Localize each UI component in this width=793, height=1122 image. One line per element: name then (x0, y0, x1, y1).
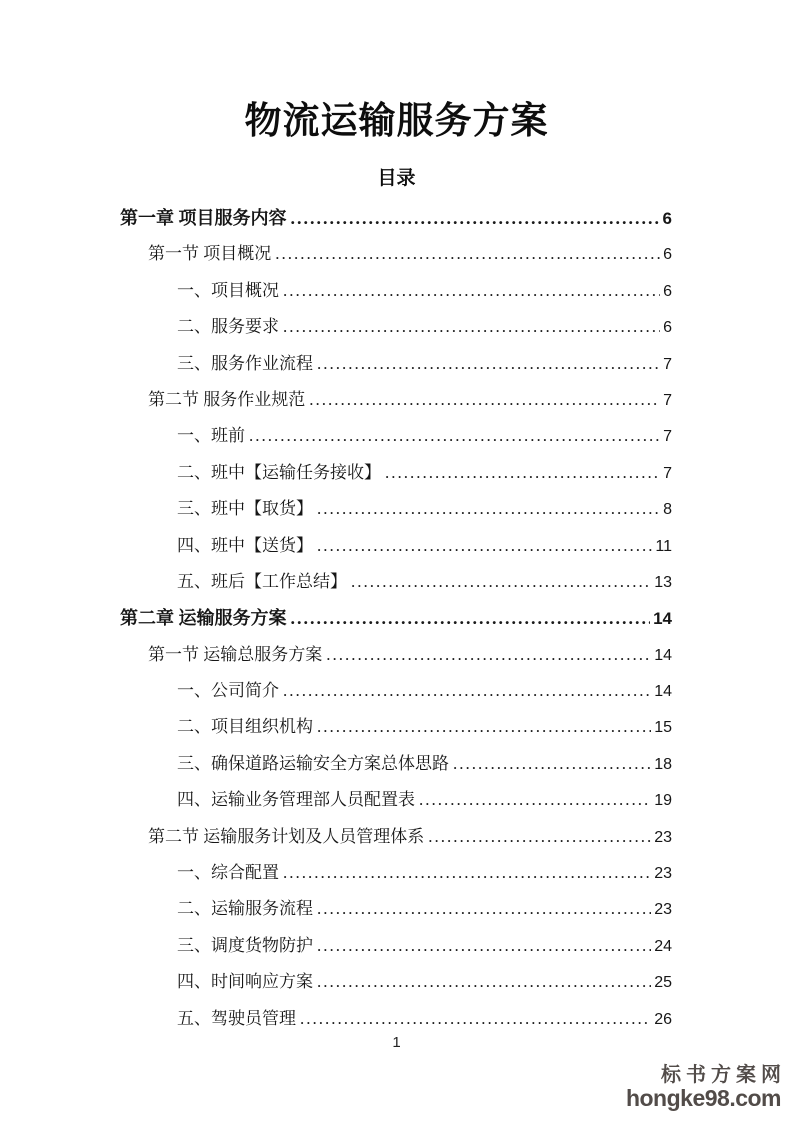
toc-entry-page: 18 (654, 755, 672, 773)
toc-entry-label: 二、运输服务流程 (177, 899, 313, 919)
toc-entry-page: 19 (654, 792, 672, 810)
toc-dot-leader (249, 418, 660, 454)
toc-entry-page: 11 (655, 537, 672, 555)
toc-entry-label: 二、班中【运输任务接收】 (177, 462, 381, 482)
toc-entry-label: 四、班中【送货】 (177, 535, 313, 555)
toc-entry[interactable] (120, 564, 672, 600)
toc-dot-leader (428, 819, 651, 855)
toc-entry-page: 23 (654, 828, 672, 846)
toc-entry[interactable] (120, 600, 672, 636)
toc-entry[interactable] (120, 819, 672, 855)
toc-entry-page: 24 (654, 937, 672, 955)
toc-entry-label: 第一节 运输总服务方案 (148, 644, 323, 664)
toc-entry-label: 四、时间响应方案 (177, 972, 313, 992)
toc-dot-leader (419, 782, 651, 818)
toc-entry-page: 25 (654, 974, 672, 992)
toc-dot-leader (317, 928, 651, 964)
toc-entry-label: 三、班中【取货】 (177, 499, 313, 519)
toc-entry-page: 7 (663, 428, 672, 446)
toc-entry[interactable] (120, 964, 672, 1000)
toc-dot-leader (317, 491, 660, 527)
toc-entry-label: 五、班后【工作总结】 (177, 571, 347, 591)
toc-entry-page: 7 (663, 355, 672, 373)
toc-entry-label: 五、驾驶员管理 (177, 1008, 296, 1028)
toc-dot-leader (309, 382, 660, 418)
toc-dot-leader (283, 309, 660, 345)
toc-entry[interactable] (120, 528, 672, 564)
toc-dot-leader (283, 273, 660, 309)
toc-entry-page: 6 (662, 209, 672, 228)
toc-entry[interactable] (120, 236, 672, 272)
toc-entry[interactable] (120, 891, 672, 927)
toc-entry-page: 7 (663, 464, 672, 482)
toc-entry[interactable] (120, 709, 672, 745)
toc-entry[interactable] (120, 1001, 672, 1037)
toc-dot-leader (300, 1001, 651, 1037)
page-number-footer: 1 (392, 1034, 401, 1051)
toc-entry-label: 二、服务要求 (177, 317, 279, 337)
toc-entry-page: 7 (663, 391, 672, 409)
toc-entry-label: 一、项目概况 (177, 280, 279, 300)
toc-entry-label: 第二节 服务作业规范 (148, 389, 306, 409)
toc-entry-page: 6 (663, 319, 672, 337)
watermark (625, 1062, 786, 1111)
toc-dot-leader (385, 455, 660, 491)
toc-entry[interactable] (120, 418, 672, 454)
toc-dot-leader (275, 236, 660, 272)
document-title: 物流运输服务方案 (244, 98, 549, 142)
toc-entry[interactable] (120, 200, 672, 236)
toc-dot-leader (453, 746, 651, 782)
toc-dot-leader (291, 600, 651, 636)
toc-entry-page: 6 (663, 246, 672, 264)
watermark-site-name: 标书方案网 (661, 1062, 786, 1086)
toc-entry-label: 三、服务作业流程 (177, 353, 313, 373)
toc-entry[interactable] (120, 346, 672, 382)
table-of-contents (120, 200, 672, 1037)
toc-entry-label: 一、综合配置 (177, 863, 279, 883)
toc-entry-label: 三、确保道路运输安全方案总体思路 (177, 753, 449, 773)
toc-entry[interactable] (120, 273, 672, 309)
toc-dot-leader (291, 200, 660, 236)
toc-entry-label: 一、公司简介 (177, 681, 279, 701)
toc-entry-page: 13 (654, 573, 672, 591)
toc-dot-leader (317, 346, 660, 382)
toc-dot-leader (283, 855, 651, 891)
toc-entry[interactable] (120, 928, 672, 964)
toc-entry-page: 15 (654, 719, 672, 737)
toc-entry-label: 四、运输业务管理部人员配置表 (177, 790, 415, 810)
toc-dot-leader (283, 673, 651, 709)
toc-entry-label: 第一章 项目服务内容 (120, 208, 287, 228)
toc-dot-leader (317, 891, 651, 927)
toc-dot-leader (317, 964, 651, 1000)
watermark-site-url: hongke98.com (625, 1085, 781, 1111)
toc-entry[interactable] (120, 491, 672, 527)
toc-entry-label: 第二章 运输服务方案 (120, 608, 287, 629)
toc-entry-label: 第一节 项目概况 (148, 244, 272, 264)
toc-entry[interactable] (120, 382, 672, 418)
toc-entry-page: 14 (654, 646, 672, 664)
toc-entry-label: 二、项目组织机构 (177, 717, 313, 737)
toc-entry[interactable] (120, 782, 672, 818)
toc-entry-page: 14 (653, 609, 672, 629)
toc-entry-page: 8 (663, 501, 672, 519)
toc-entry-label: 第二节 运输服务计划及人员管理体系 (148, 826, 425, 846)
toc-dot-leader (317, 709, 651, 745)
toc-dot-leader (351, 564, 651, 600)
toc-entry[interactable] (120, 746, 672, 782)
toc-entry-label: 三、调度货物防护 (177, 935, 313, 955)
toc-dot-leader (317, 528, 652, 564)
toc-dot-leader (326, 637, 651, 673)
toc-entry-page: 14 (654, 683, 672, 701)
toc-entry-page: 23 (654, 901, 672, 919)
toc-heading: 目录 (377, 168, 416, 189)
toc-entry[interactable] (120, 855, 672, 891)
toc-entry[interactable] (120, 673, 672, 709)
toc-entry-page: 26 (654, 1010, 672, 1028)
toc-entry[interactable] (120, 637, 672, 673)
toc-entry-page: 23 (654, 865, 672, 883)
toc-entry-label: 一、班前 (177, 426, 245, 446)
toc-entry-page: 6 (663, 282, 672, 300)
toc-entry[interactable] (120, 455, 672, 491)
toc-entry[interactable] (120, 309, 672, 345)
